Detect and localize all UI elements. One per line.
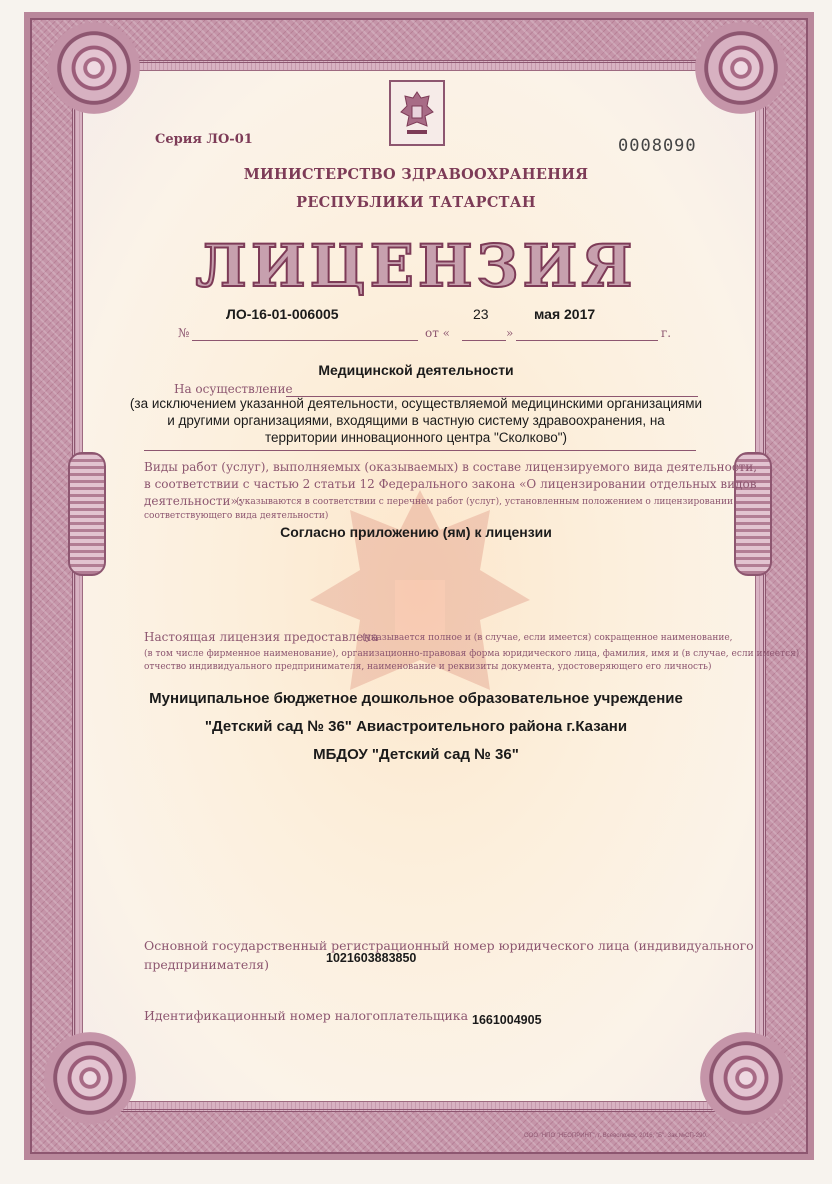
licensee-label: Настоящая лицензия предоставлена <box>144 630 379 644</box>
ministry-name-line2: РЕСПУБЛИКИ ТАТАРСТАН <box>296 194 536 211</box>
licensee-note3: отчество индивидуального предпринимателя, наименование и реквизиты документа, удостоверяющего его личность) <box>144 662 712 672</box>
activity-line3: территории инновационного центра "Сколково") <box>264 430 568 445</box>
document-title: ЛИЦЕНЗИЯ <box>195 232 637 300</box>
activity-line1: (за исключением указанной деятельности, осуществляемой медицинскими организациями <box>129 396 703 411</box>
coat-of-arms-icon <box>389 80 445 146</box>
licensee-name-line2: "Детский сад № 36" Авиастроительного района г.Казани <box>204 718 628 735</box>
license-day: 23 <box>473 306 489 322</box>
works-line1: Виды работ (услуг), выполняемых (оказываемых) в составе лицензируемого вида деятельности, <box>144 460 758 474</box>
activity-heading: Медицинской деятельности <box>318 362 514 378</box>
form-number: 0008090 <box>618 136 697 156</box>
ogrn-label-line2: предпринимателя) <box>144 957 269 972</box>
side-ornament-left <box>68 452 106 576</box>
rosette-ornament-icon <box>700 1032 792 1124</box>
works-line2: в соответствии с частью 2 статьи 12 Федерального закона «О лицензировании отдельных видов <box>144 477 757 491</box>
activity-line2: и другими организациями, входящими в частную систему здравоохранения, на <box>167 413 665 428</box>
number-label: № <box>178 326 190 340</box>
date-from-label: от « <box>425 326 451 340</box>
inn-label: Идентификационный номер налогоплательщика <box>144 1008 469 1023</box>
number-underline <box>192 340 418 341</box>
rosette-ornament-icon <box>48 22 140 114</box>
series-label: Серия ЛО-01 <box>155 132 253 147</box>
license-number: ЛО-16-01-006005 <box>226 306 339 322</box>
activity-label: На осуществление <box>174 382 293 396</box>
works-note2: соответствующего вида деятельности) <box>144 511 329 521</box>
year-suffix: г. <box>661 326 672 340</box>
ogrn-label-line1: Основной государственный регистрационный номер юридического лица (индивидуального <box>144 938 754 953</box>
month-underline <box>516 340 658 341</box>
rosette-ornament-icon <box>44 1032 136 1124</box>
licensee-note1: (указывается полное и (в случае, если имеется) сокращенное наименование, <box>362 633 733 643</box>
works-note1: (указываются в соответствии с перечнем работ (услуг), установленным положением о лицензировании <box>236 497 734 507</box>
works-value: Согласно приложению (ям) к лицензии <box>280 524 552 540</box>
works-line3: деятельности»: <box>144 494 242 508</box>
licensee-name-line1: Муниципальное бюджетное дошкольное образовательное учреждение <box>149 690 683 707</box>
licensee-note2: (в том числе фирменное наименование), организационно-правовая форма юридического лица, фамилия, имя и (в случае, если имеется) <box>144 649 800 659</box>
ogrn-value: 1021603883850 <box>326 951 417 965</box>
printer-imprint: ООО "НПО "НЕОПРИНТ", г. Всеволожск, 2016, "Б". Зак.№СП-290. <box>524 1133 708 1139</box>
rosette-ornament-icon <box>695 22 787 114</box>
date-quote-close: » <box>506 326 514 340</box>
inn-value: 1661004905 <box>472 1013 542 1027</box>
licensee-name-line3: МБДОУ "Детский сад № 36" <box>313 746 519 763</box>
license-month-year: мая 2017 <box>534 306 596 322</box>
day-underline <box>462 340 506 341</box>
activity-separator <box>144 450 696 451</box>
ministry-name-line1: МИНИСТЕРСТВО ЗДРАВООХРАНЕНИЯ <box>243 166 589 183</box>
